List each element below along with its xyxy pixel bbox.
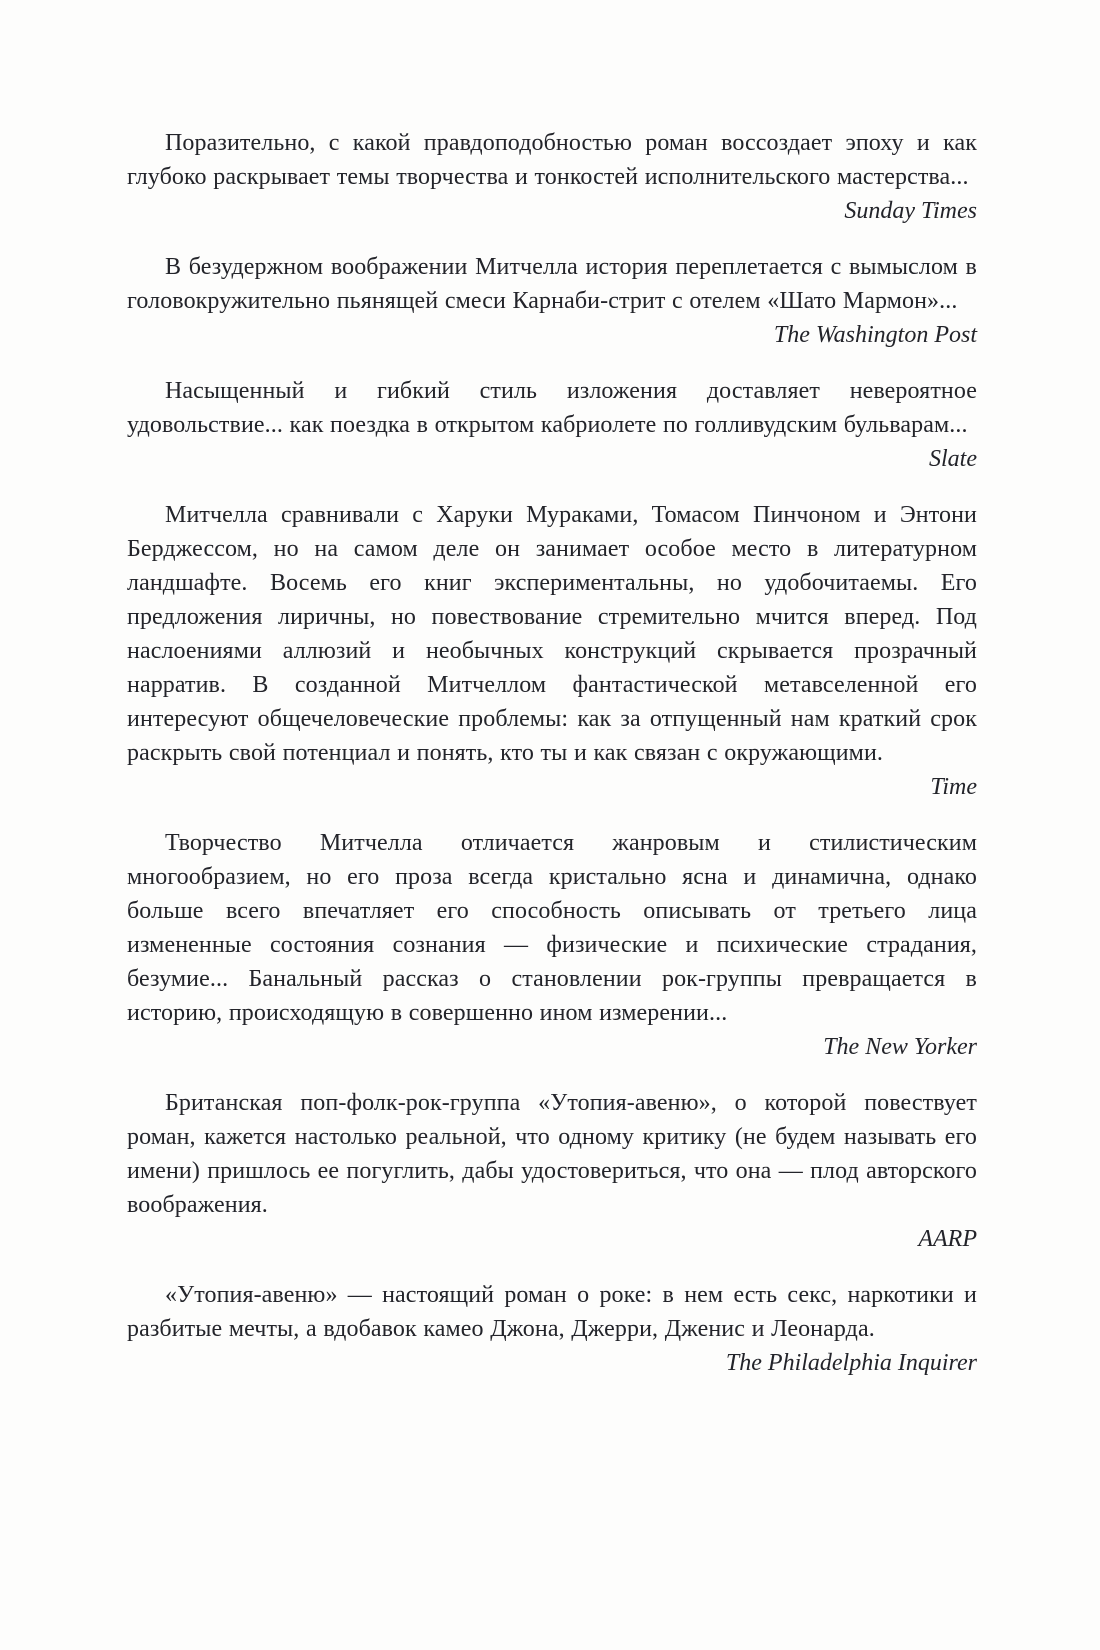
quote-text: Митчелла сравнивали с Харуки Мураками, Томасом Пинчоном и Энтони Берджессом, но на самом деле он занимает особое место в литературном ландшафте. Восемь его книг экспериментальны, но удобочитаемы. Его предложения лиричны, но повествование стремительно мчится вперед. Под наслоениями аллюзий и необычных конструкций скрывается прозрачный нарратив. В созданной Митчеллом фантастической метавселенной его интересуют общечеловеческие проблемы: как за отпущенный нам краткий срок раскрыть свой потенциал и понять, кто ты и как связан с окружающими. <box>127 502 977 766</box>
quote-source: The Washington Post <box>773 322 977 348</box>
quote-source: Sunday Times <box>844 198 977 224</box>
review-quote <box>127 1278 977 1380</box>
quote-text: Британская поп-фолк-рок-группа «Утопия-авеню», о которой повествует роман, кажется настолько реальной, что одному критику (не будем называть его имени) пришлось ее погуглить, дабы удостовериться, что она — плод авторского воображения. <box>127 1090 977 1218</box>
quote-source: Time <box>930 774 977 800</box>
quote-text: В безудержном воображении Митчелла история переплетается с вымыслом в головокружительно пьянящей смеси Карнаби-стрит с отелем «Шато Мармон»... <box>127 254 977 314</box>
quote-text: «Утопия-авеню» — настоящий роман о роке: в нем есть секс, наркотики и разбитые мечты, а вдобавок камео Джона, Джерри, Дженис и Леонарда. <box>127 1282 977 1342</box>
quote-text: Творчество Митчелла отличается жанровым и стилистическим многообразием, но его проза всегда кристально ясна и динамична, однако больше всего впечатляет его способность описывать от третьего лица измененные состояния сознания — физические и психические страдания, безумие... Банальный рассказ о становлении рок-группы превращается в историю, происходящую в совершенно ином измерении... <box>127 830 977 1026</box>
quote-source: Slate <box>929 446 977 472</box>
quote-text: Насыщенный и гибкий стиль изложения доставляет невероятное удовольствие... как поездка в открытом кабриолете по голливудским бульварам... <box>127 378 977 438</box>
quote-source: The New Yorker <box>823 1034 977 1060</box>
review-quote <box>127 126 977 228</box>
review-quote <box>127 498 977 804</box>
quote-source: The Philadelphia Inquirer <box>725 1350 977 1376</box>
review-quote <box>127 374 977 476</box>
quote-source: AARP <box>918 1226 977 1252</box>
quote-text: Поразительно, с какой правдоподобностью роман воссоздает эпоху и как глубоко раскрывает темы творчества и тонкостей исполнительского мастерства... <box>127 130 977 190</box>
review-quote <box>127 826 977 1064</box>
review-quote <box>127 250 977 352</box>
review-quote <box>127 1086 977 1256</box>
